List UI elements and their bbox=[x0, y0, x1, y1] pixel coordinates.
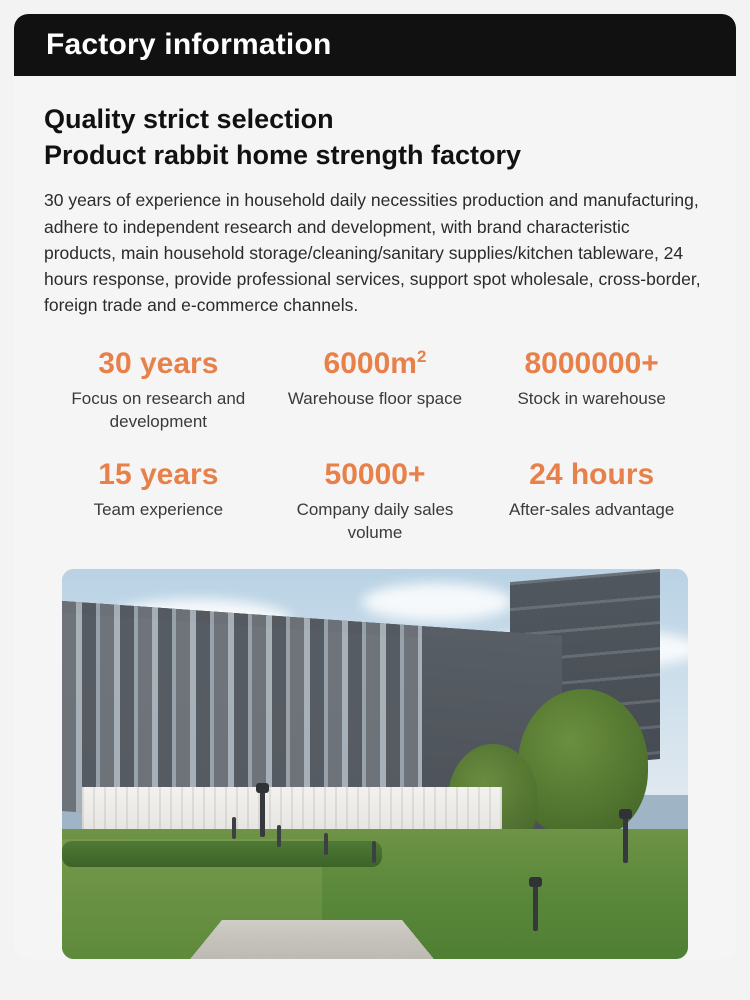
description-text: 30 years of experience in household daily necessities production and manufacturing, adhere to independent research and development, with brand characteristic products, main household storage/cleaning/sanitary supplies/kitchen tableware, 24 hours response, provide professional services, support spot wholesale, cross-border, foreign trade and e-commerce channels. bbox=[44, 190, 701, 316]
lamp-post bbox=[533, 885, 538, 931]
stat-label: Stock in warehouse bbox=[517, 389, 666, 408]
stat-value: 15 years bbox=[98, 457, 219, 491]
hedge bbox=[62, 841, 382, 867]
bollard bbox=[277, 825, 281, 847]
headline-line-2: Product rabbit home strength factory bbox=[44, 139, 522, 170]
stat-value: 50000+ bbox=[324, 457, 426, 491]
headline-line-1: Quality strict selection bbox=[44, 104, 334, 134]
card-body bbox=[14, 76, 736, 959]
stat-item bbox=[50, 456, 267, 545]
stat-label: Warehouse floor space bbox=[287, 389, 463, 408]
factory-photo bbox=[62, 569, 688, 959]
factory-photo-image bbox=[62, 569, 688, 959]
headline bbox=[44, 102, 706, 173]
lamp-post bbox=[623, 817, 628, 863]
stat-item bbox=[50, 345, 267, 434]
walkway bbox=[182, 920, 442, 959]
stat-item bbox=[483, 345, 700, 434]
page-title: Factory information bbox=[46, 28, 332, 61]
stat-value: $6000m^2$ bbox=[323, 346, 427, 380]
stats-grid bbox=[44, 345, 706, 546]
stat-superscript: 2 bbox=[416, 346, 427, 366]
stat-item bbox=[267, 345, 484, 434]
stat-value: 8000000+ bbox=[524, 346, 659, 380]
stat-label: After-sales advantage bbox=[508, 500, 675, 520]
info-card bbox=[14, 14, 736, 959]
bollard bbox=[372, 841, 376, 863]
stat-label: Focus on research and development bbox=[71, 389, 246, 431]
stat-label: Company daily sales volume bbox=[296, 500, 454, 543]
stat-item bbox=[267, 456, 484, 545]
stat-label: Team experience bbox=[93, 500, 224, 520]
bollard bbox=[232, 817, 236, 839]
stat-item bbox=[483, 456, 700, 545]
stat-value: 24 hours bbox=[529, 457, 655, 491]
stat-value: 30 years bbox=[98, 346, 219, 380]
header-bar bbox=[14, 14, 736, 76]
cloud bbox=[362, 583, 512, 621]
lamp-post bbox=[260, 791, 265, 837]
bollard bbox=[324, 833, 328, 855]
